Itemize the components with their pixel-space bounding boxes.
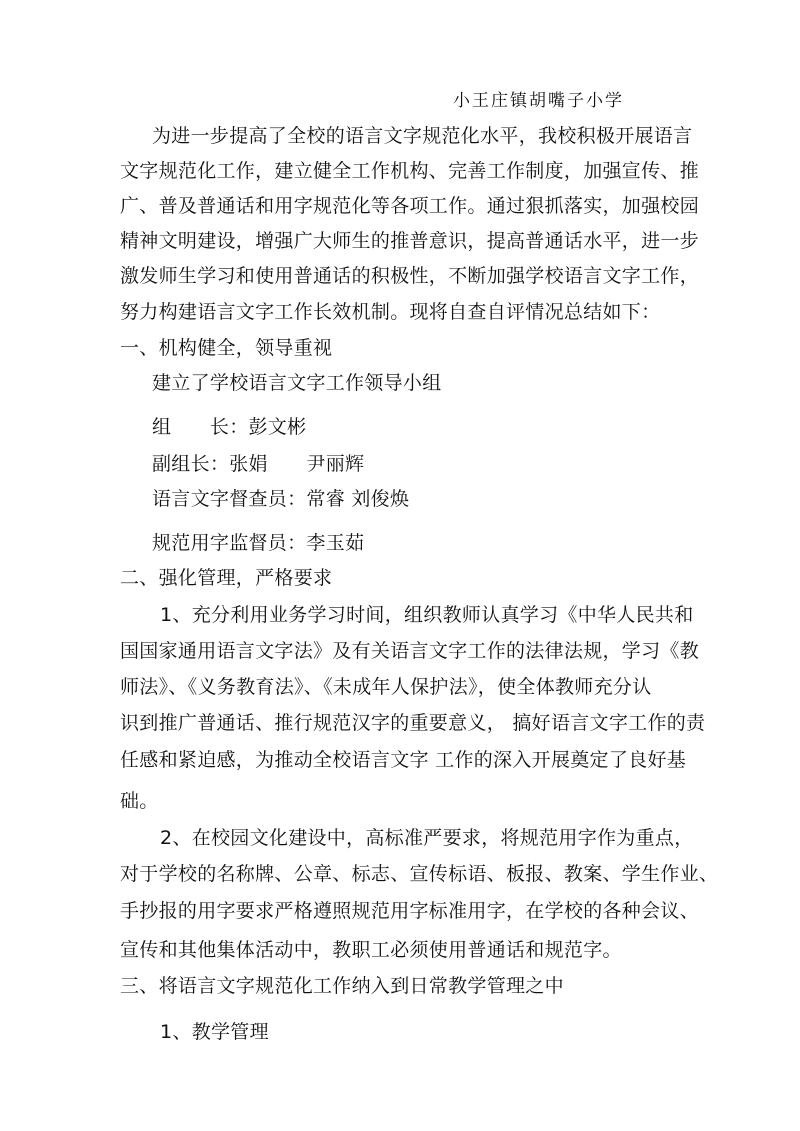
member-line: 副组长：张娟 尹丽辉 [152,453,365,475]
paragraph-line: 师法》、《义务教育法》、《未成年人保护法》，使全体教师充分认 [120,676,652,698]
paragraph-line: 任感和紧迫感，为推动全校语言文字 工作的深入开展奠定了良好基 [120,749,687,771]
paragraph-line: 2、在校园文化建设中，高标准严要求，将规范用字作为重点， [160,827,694,849]
section-subheading: 建立了学校语言文字工作领导小组 [152,372,442,394]
intro-line: 精神文明建设，增强广大师生的推普意识，提高普通话水平，进一步 [120,230,700,252]
intro-line: 激发师生学习和使用普通话的积极性，不断加强学校语言文字工作， [120,265,700,287]
paragraph-line: 础。 [120,790,159,812]
paragraph-line: 国国家通用语言文字法》及有关语言文字工作的法律法规，学习《教 [120,640,700,662]
member-line: 规范用字监督员：李玉茹 [152,532,365,554]
section-heading: 一、机构健全，领导重视 [120,337,333,359]
intro-line: 努力构建语言文字工作长效机制。现将自查自评情况总结如下： [120,301,661,323]
member-line: 语言文字督查员：常睿 刘俊焕 [152,488,410,510]
school-name: 小王庄镇胡嘴子小学 [453,91,624,111]
intro-line: 广、普及普通话和用字规范化等各项工作。通过狠抓落实，加强校园 [120,195,700,217]
section-heading: 三、将语言文字规范化工作纳入到日常教学管理之中 [120,975,564,997]
paragraph-line: 1、教学管理 [160,1021,269,1043]
paragraph-line: 对于学校的名称牌、公章、标志、宣传标语、板报、教案、学生作业、 [120,863,719,885]
intro-line: 文字规范化工作，建立健全工作机构、完善工作制度，加强宣传、推 [120,160,700,182]
paragraph-line: 1、充分利用业务学习时间，组织教师认真学习《中华人民共和 [160,604,694,626]
paragraph-line: 宣传和其他集体活动中，教职工必须使用普通话和规范字。 [120,939,622,961]
intro-line: 为进一步提高了全校的语言文字规范化水平，我校积极开展语言 [152,125,693,147]
paragraph-line: 识到推广普通话、推行规范汉字的重要意义， 搞好语言文字工作的责 [120,712,706,734]
section-heading: 二、强化管理，严格要求 [120,567,333,589]
paragraph-line: 手抄报的用字要求严格遵照规范用字标准用字，在学校的各种会议、 [120,900,700,922]
member-line: 组 长：彭文彬 [152,416,307,438]
